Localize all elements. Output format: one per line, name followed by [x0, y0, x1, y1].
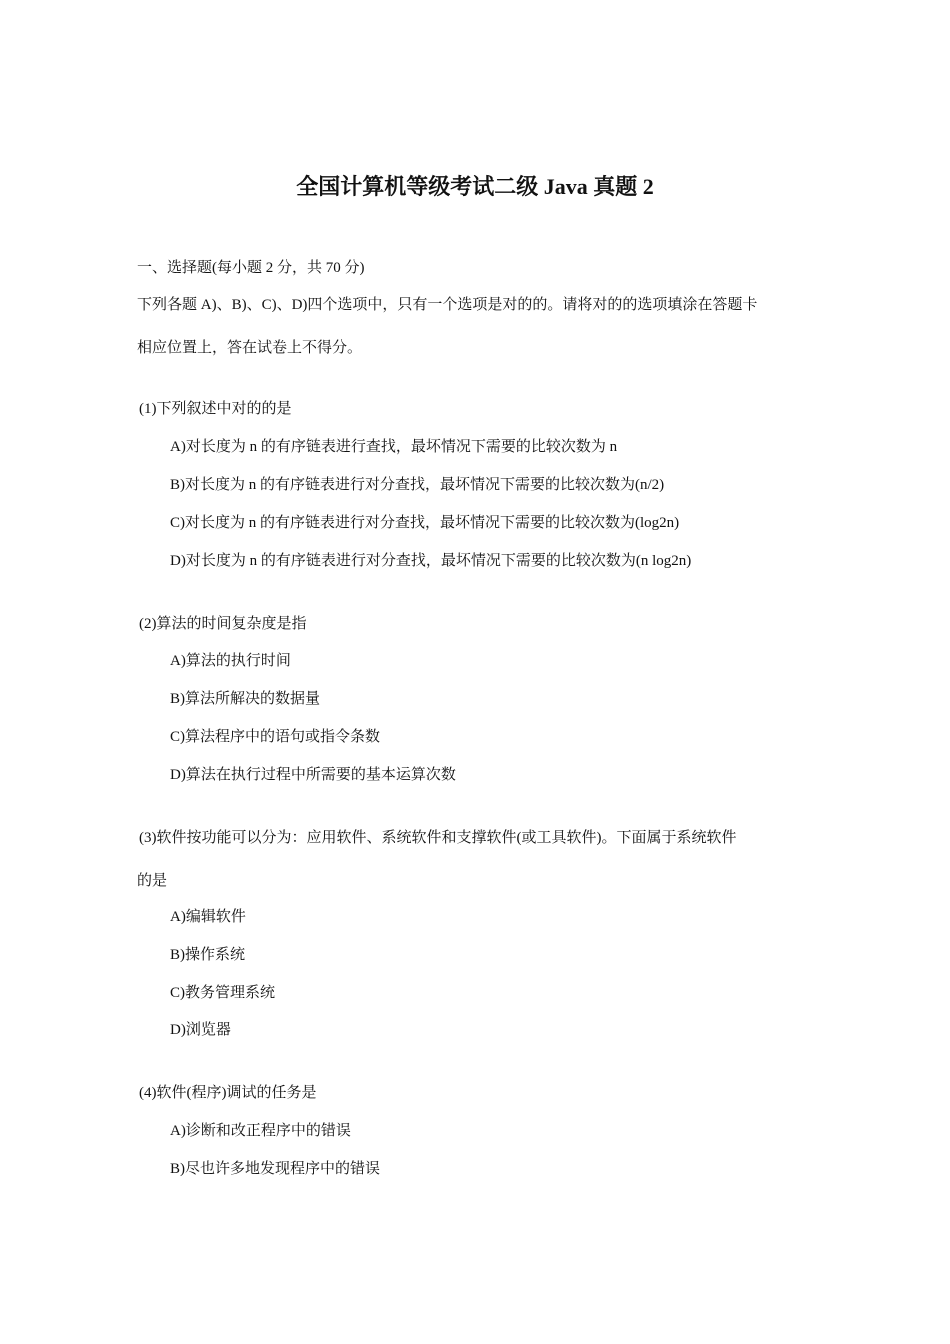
question-3-option-d: D)浏览器 [170, 1022, 231, 1038]
question-3-option-a: A)编辑软件 [170, 909, 246, 925]
question-3-option-b: B)操作系统 [170, 947, 246, 963]
question-1-option-a: A)对长度为 n 的有序链表进行查找，最坏情况下需要的比较次数为 n [170, 439, 618, 455]
question-3-stem: (3)软件按功能可以分为：应用软件、系统软件和支撑软件(或工具软件)。下面属于系统软件 [139, 830, 737, 846]
question-2-option-d: D)算法在执行过程中所需要的基本运算次数 [170, 767, 456, 783]
question-4-option-b: B)尽也许多地发现程序中的错误 [170, 1161, 381, 1177]
question-1-option-d: D)对长度为 n 的有序链表进行对分查找，最坏情况下需要的比较次数为(n log2n) [170, 553, 692, 569]
instructions-line-2: 相应位置上，答在试卷上不得分。 [137, 340, 363, 356]
question-1-stem: (1)下列叙述中对的的是 [139, 401, 292, 417]
question-2-stem: (2)算法的时间复杂度是指 [139, 616, 307, 632]
section-heading: 一、选择题(每小题 2 分，共 70 分) [137, 260, 365, 276]
question-2-option-a: A)算法的执行时间 [170, 653, 291, 669]
question-2-option-b: B)算法所解决的数据量 [170, 691, 321, 707]
question-1-option-b: B)对长度为 n 的有序链表进行对分查找，最坏情况下需要的比较次数为(n/2) [170, 477, 665, 493]
question-4-option-a: A)诊断和改正程序中的错误 [170, 1123, 351, 1139]
question-3-option-c: C)教务管理系统 [170, 985, 276, 1001]
instructions-line-1: 下列各题 A)、B)、C)、D)四个选项中，只有一个选项是对的的。请将对的的选项填涂在答题卡 [137, 297, 758, 313]
question-4-stem: (4)软件(程序)调试的任务是 [139, 1085, 317, 1101]
question-1-option-c: C)对长度为 n 的有序链表进行对分查找，最坏情况下需要的比较次数为(log2n) [170, 515, 680, 531]
question-2-option-c: C)算法程序中的语句或指令条数 [170, 729, 381, 745]
question-3-stem-continued: 的是 [137, 873, 168, 889]
page-title: 全国计算机等级考试二级 Java 真题 2 [296, 174, 654, 199]
